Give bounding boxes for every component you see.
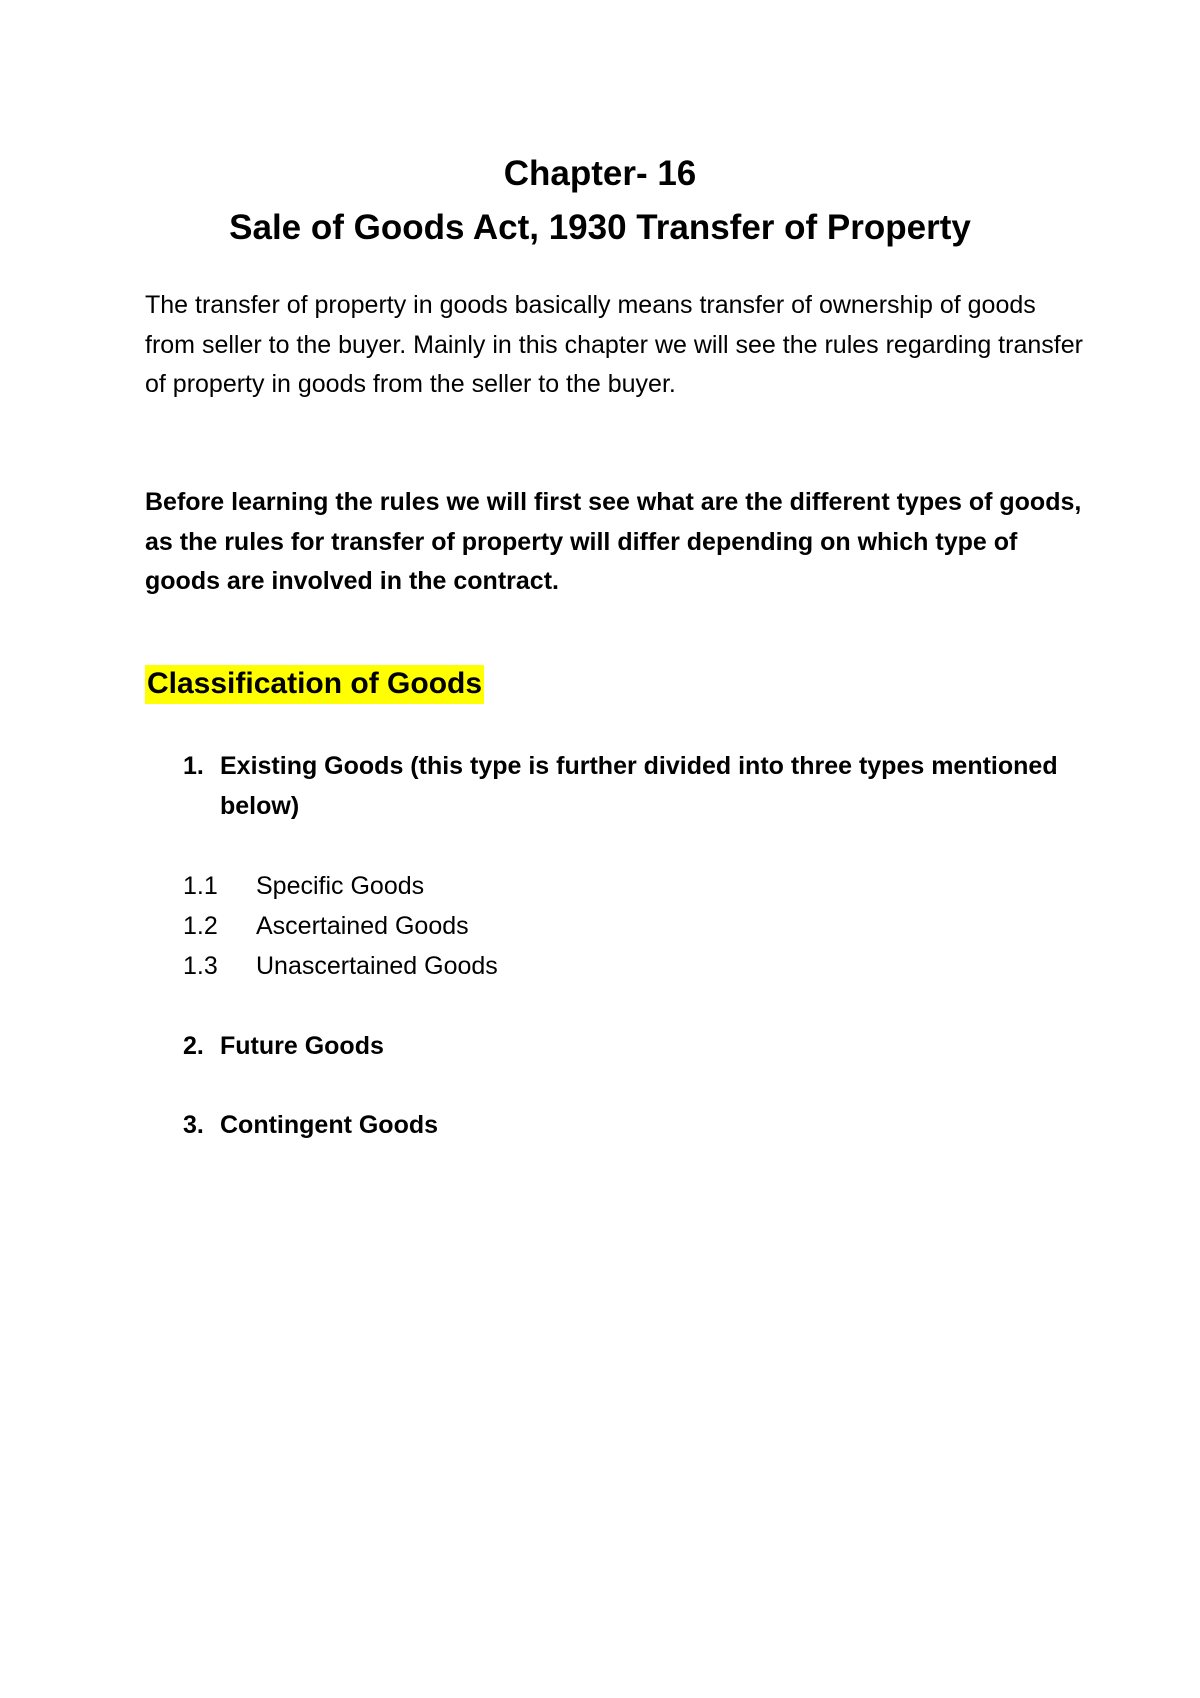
sub-item-number: 1.2 bbox=[183, 912, 218, 940]
list-item-contingent-goods bbox=[183, 1106, 1063, 1146]
sub-item-number: 1.1 bbox=[183, 872, 218, 900]
sub-item-specific-goods bbox=[183, 866, 424, 906]
highlighted-heading-text: Classification of Goods bbox=[145, 665, 484, 704]
sub-item-text: Ascertained Goods bbox=[256, 912, 469, 940]
bold-intro-paragraph: Before learning the rules we will first see what are the different types of goods, as the rules for transfer of property will differ depending on which type of goods are involved in the contract. bbox=[145, 488, 1082, 595]
list-item-text: Existing Goods (this type is further divided into three types mentioned below) bbox=[220, 752, 1058, 820]
sub-item-unascertained-goods bbox=[183, 946, 498, 986]
intro-paragraph: The transfer of property in goods basically means transfer of ownership of goods from seller to the buyer. Mainly in this chapter we will see the rules regarding transfer of property in goods from the seller to the buyer. bbox=[145, 291, 1083, 398]
list-item-number: 3. bbox=[183, 1111, 204, 1139]
chapter-title: Sale of Goods Act, 1930 Transfer of Property bbox=[229, 208, 971, 247]
list-item-existing-goods bbox=[183, 747, 1063, 826]
list-item-text: Contingent Goods bbox=[220, 1111, 439, 1139]
list-item-number: 1. bbox=[183, 752, 204, 780]
sub-item-number: 1.3 bbox=[183, 952, 218, 980]
sub-item-text: Unascertained Goods bbox=[256, 952, 498, 980]
section-heading-classification bbox=[145, 664, 484, 704]
sub-item-ascertained-goods bbox=[183, 906, 469, 946]
chapter-number-title: Chapter- 16 bbox=[503, 154, 697, 193]
sub-item-text: Specific Goods bbox=[256, 872, 425, 900]
list-item-number: 2. bbox=[183, 1032, 204, 1060]
list-item-text: Future Goods bbox=[220, 1032, 384, 1060]
list-item-future-goods bbox=[183, 1027, 1063, 1067]
